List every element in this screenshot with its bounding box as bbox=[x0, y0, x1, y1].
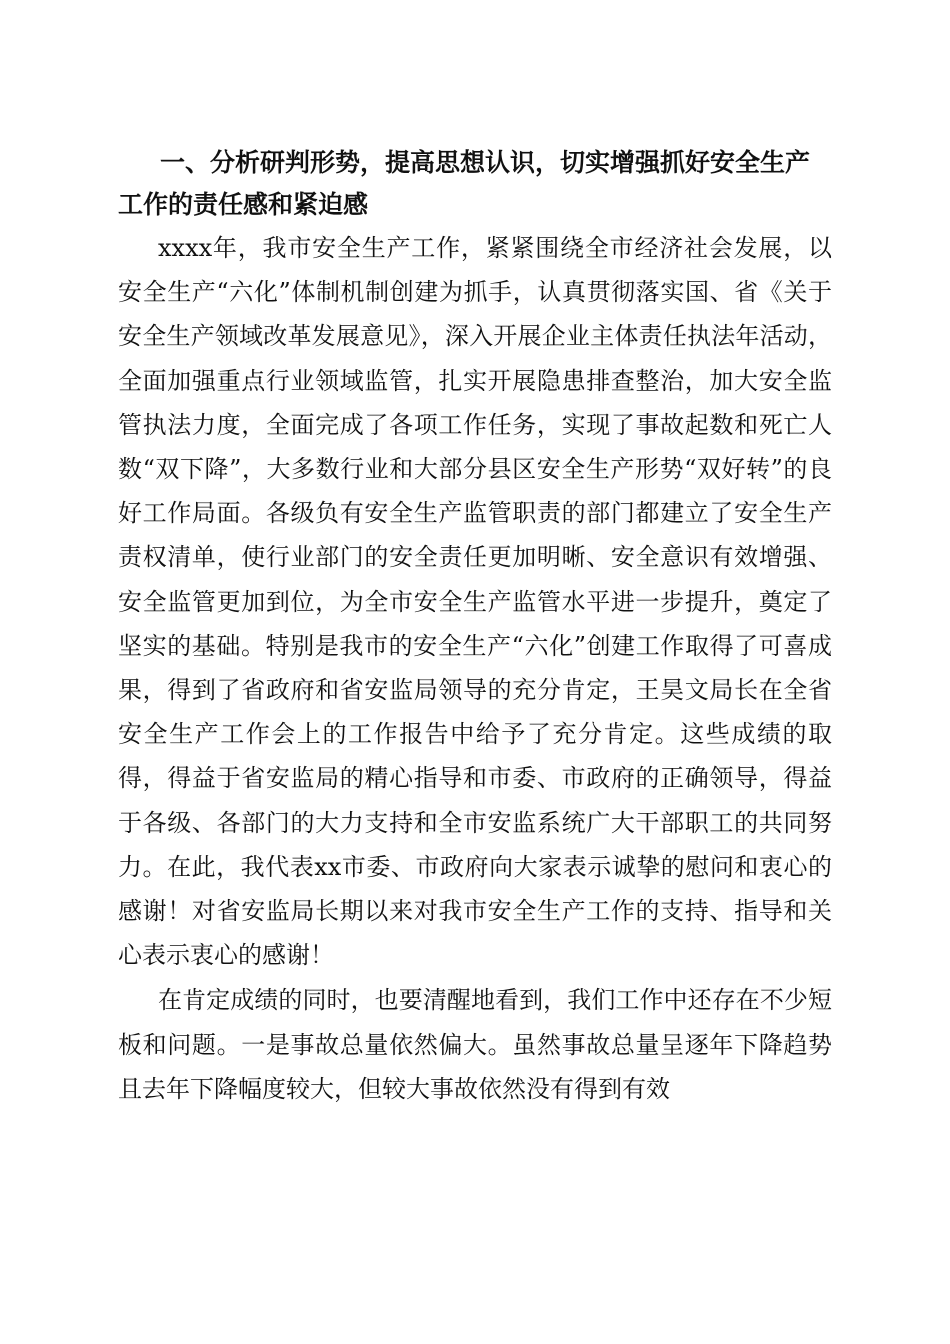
section-heading-line-1: 一、分析研判形势，提高思想认识，切实增强抓好安全生产 bbox=[160, 148, 811, 177]
section-heading-line-2: 工作的责任感和紧迫感 bbox=[118, 190, 369, 219]
paragraph-problems: 在肯定成绩的同时，也要清醒地看到，我们工作中还存在不少短板和问题。一是事故总量依然偏大。虽然事故总量呈逐年下降趋势且去年下降幅度较大，但较大事故依然没有得到有效 bbox=[118, 986, 832, 1103]
paragraph-achievements: xxxx年，我市安全生产工作，紧紧围绕全市经济社会发展，以安全生产“六化”体制机制创建为抓手，认真贯彻落实国、省《关于安全生产领域改革发展意见》，深入开展企业主体责任执法年活动，全面加强重点行业领域监管，扎实开展隐患排查整治，加大安全监管执法力度，全面完成了各项工作任务，实现了事故起数和死亡人数“双下降”，大多数行业和大部分县区安全生产形势“双好转”的良好工作局面。各级负有安全生产监管职责的部门都建立了安全生产责权清单，使行业部门的安全责任更加明晰、安全意识有效增强、安全监管更加到位，为全市安全生产监管水平进一步提升，奠定了坚实的基础。特别是我市的安全生产“六化”创建工作取得了可喜成果，得到了省政府和省安监局领导的充分肯定，王昊文局长在全省安全生产工作会上的工作报告中给予了充分肯定。这些成绩的取得，得益于省安监局的精心指导和市委、市政府的正确领导，得益于各级、各部门的大力支持和全市安监系统广大干部职工的共同努力。在此，我代表xx市委、市政府向大家表示诚挚的慰问和衷心的感谢！对省安监局长期以来对我市安全生产工作的支持、指导和关心表示衷心的感谢！ bbox=[118, 234, 832, 970]
document-body bbox=[118, 142, 832, 1111]
section-heading bbox=[118, 142, 832, 226]
